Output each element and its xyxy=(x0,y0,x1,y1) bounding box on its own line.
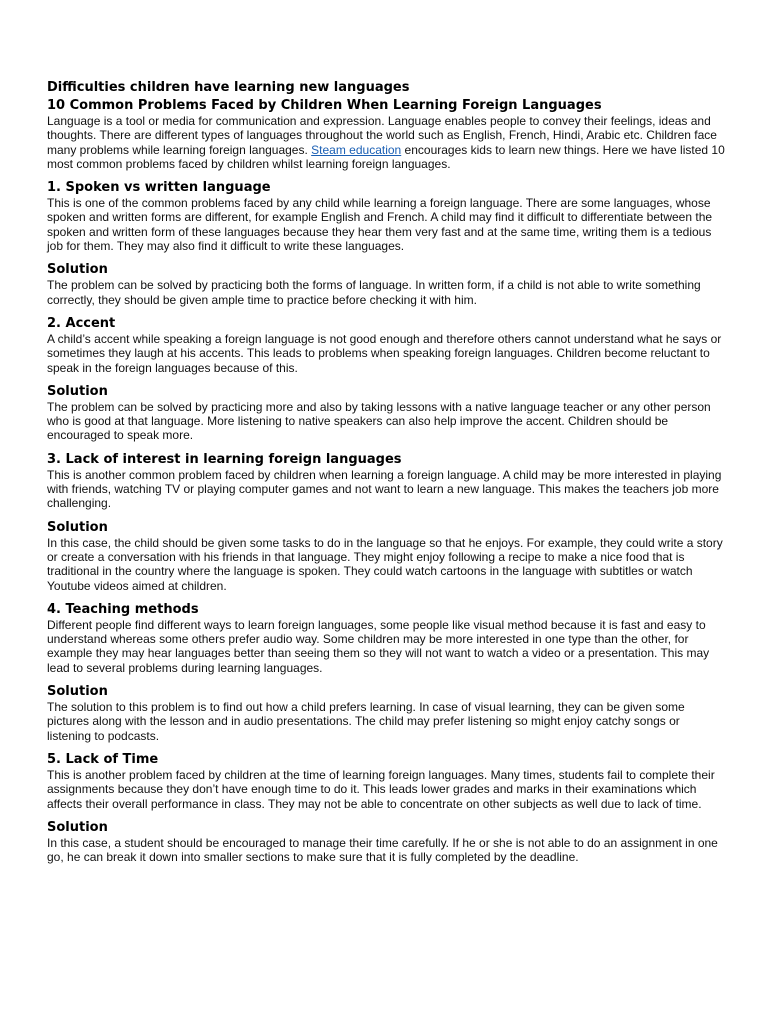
section-heading-lack-of-time: 5. Lack of Time xyxy=(47,751,159,767)
solution-heading-lack-of-interest: Solution xyxy=(47,519,108,535)
solution-text-accent: The problem can be solved by practicing more and also by taking lessons with a native language teacher or any other person who is good at that language. More listening to native speakers can also help improve the accent. Children should be encouraged to speak more. xyxy=(47,399,711,443)
section-heading-accent: 2. Accent xyxy=(47,315,116,331)
steam-education-link[interactable]: Steam education xyxy=(311,142,402,157)
solution-heading-accent: Solution xyxy=(47,383,108,399)
solution-heading-lack-of-time: Solution xyxy=(47,819,108,835)
section-heading-spoken-vs-written: 1. Spoken vs written language xyxy=(47,180,271,196)
section-heading-lack-of-interest: 3. Lack of interest in learning foreign languages xyxy=(47,451,402,467)
section-text-lack-of-interest: This is another common problem faced by children when learning a foreign language. A child may be more interested in playing with friends, watching TV or playing computer games and not want to learn a new language. This makes the teachers job more challenging. xyxy=(47,467,722,511)
intro-text-before-link: Language is a tool or media for communication and expression. Language enables people to convey their feelings, ideas and thoughts. There are different types of languages throughout the world such as English, French, Hindi, Arabic etc. Children face many problems while learning foreign languages. xyxy=(47,114,717,157)
document-title: Difficulties children have learning new languages xyxy=(47,80,410,95)
section-text-teaching-methods: Different people find different ways to learn foreign languages, some people like visual method because it is fast and easy to understand whereas some others prefer audio way. Some children may be more interested in one type than the other, for example they may hear languages better than seeing them so they will not want to watch a video or a presentation. This may lead to several problems during learning languages. xyxy=(47,617,710,675)
intro-paragraph xyxy=(47,114,727,171)
solution-text-lack-of-time: In this case, a student should be encouraged to manage their time carefully. If he or she is not able to do an assignment in one go, he can break it down into smaller sections to make sure that it is fully completed by the deadline. xyxy=(47,835,718,865)
section-text-spoken-vs-written: This is one of the common problems faced by any child while learning a foreign language. There are some languages, whose spoken and written forms are different, for example English and French. A child may find it difficult to differentiate between the spoken and written form of these languages because they hear them very fast and at the same time, writing them is a tedious job for them. They may also find it difficult to write these languages. xyxy=(47,196,713,254)
section-text-lack-of-time: This is another problem faced by children at the time of learning foreign languages. Many times, students fail to complete their assignments because they don’t have enough time to do it. This leads lower grades and marks in their examinations which affects their overall performance in class. They may not be able to concentrate on other subjects as well due to lack of time. xyxy=(47,767,715,811)
solution-text-lack-of-interest: In this case, the child should be given some tasks to do in the language so that he enjoys. For example, they could write a story or create a conversation with his friends in that language. They might enjoy following a recipe to make a nice food that is traditional in the country where the language is spoken. They could watch cartoons in the language with subtitles or watch Youtube videos aimed at children. xyxy=(47,535,723,593)
solution-text-spoken-vs-written: The problem can be solved by practicing both the forms of language. In written form, if a child is not able to write something correctly, they should be given ample time to practice before checking it with him. xyxy=(47,278,701,307)
section-text-accent: A child’s accent while speaking a foreign language is not good enough and therefore others cannot understand what he says or sometimes they laugh at his accents. This leads to problems when speaking foreign languages. Children become reluctant to speak in the foreign languages because of this. xyxy=(47,331,722,375)
solution-heading-spoken-vs-written: Solution xyxy=(47,262,108,278)
document-page xyxy=(47,80,727,864)
intro-text-after-link: encourages kids to learn new things. Here we have listed 10 most common problems faced by children whilst learning foreign languages. xyxy=(47,142,725,171)
section-heading-teaching-methods: 4. Teaching methods xyxy=(47,601,199,617)
document-subtitle: 10 Common Problems Faced by Children When Learning Foreign Languages xyxy=(47,98,602,113)
solution-text-teaching-methods: The solution to this problem is to find out how a child prefers learning. In case of visual learning, they can be given some pictures along with the lesson and in audio presentations. The child may prefer listening so might enjoy catchy songs or listening to podcasts. xyxy=(47,700,685,743)
solution-heading-teaching-methods: Solution xyxy=(47,684,108,700)
